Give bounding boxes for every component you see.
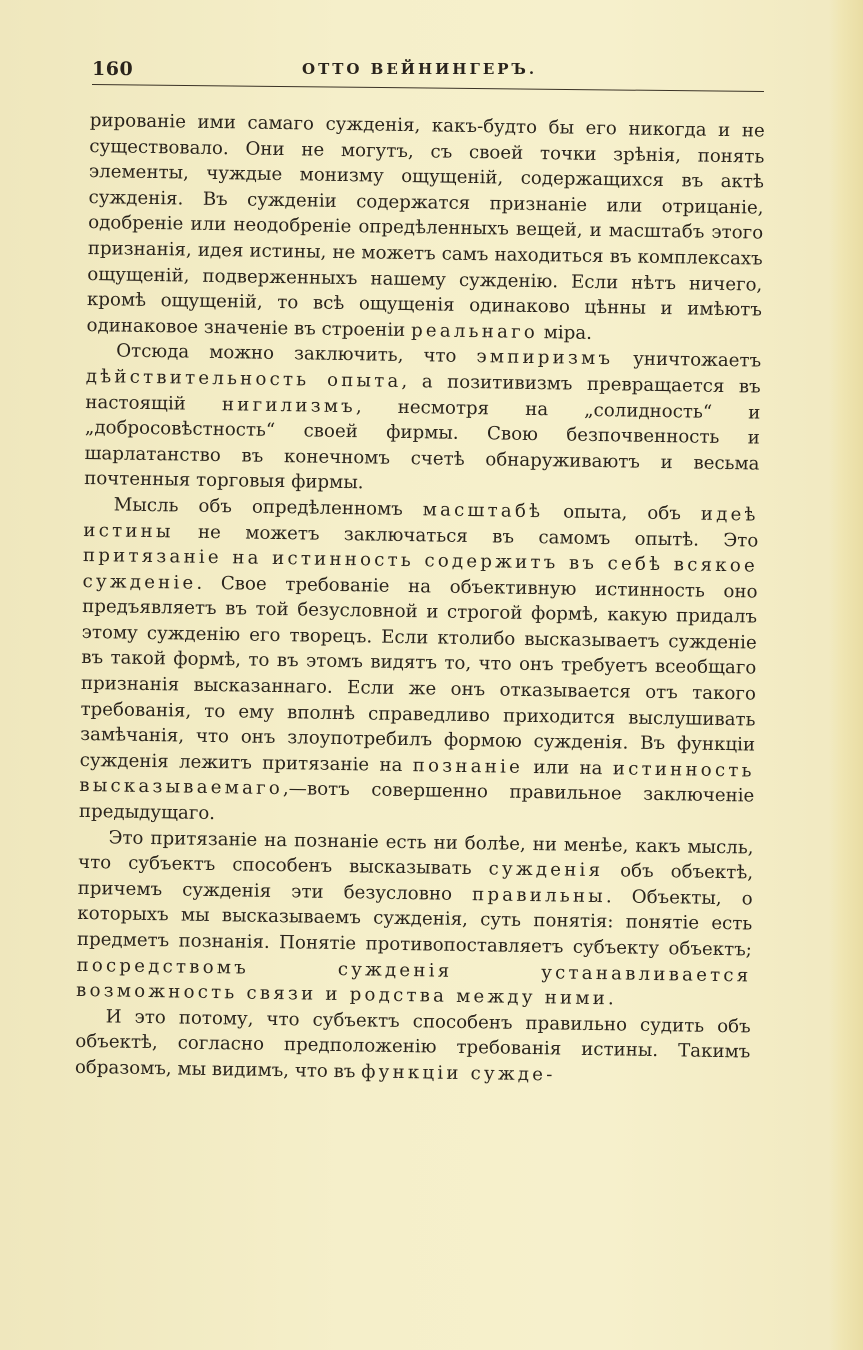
- running-title: ОТТО ВЕЙНИНГЕРЪ.: [302, 60, 538, 78]
- spaced-emphasis-text: посредствомъ сужденія устанавливается возможность связи и родства между ними: [75, 954, 752, 1010]
- paragraph-text: . Объекты, о которыхъ мы высказываемъ сужденія, суть понятія: понятіе есть предметъ познанія. Понятіе противопоставляетъ субъекту объектъ;: [76, 886, 753, 961]
- spaced-emphasis-text: притязаніе на истинность содержитъ въ себѣ всякое сужденіе: [82, 545, 759, 594]
- spaced-emphasis-text: идеѣ истины: [83, 503, 759, 542]
- paragraph-text: .: [607, 988, 614, 1010]
- spaced-emphasis-text: сужденія: [488, 858, 604, 882]
- paragraph-text: или на: [522, 756, 614, 780]
- paragraph-text: . Свое требованіе на объективную истинность оно предъявляетъ въ той безусловной и строгой формѣ, какую придалъ этому сужденію его творецъ. Если ктолибо высказываетъ сужденіе въ такой формѣ, то въ этомъ видятъ то, что онъ требуетъ всеобщаго признанія высказаннаго. Если же онъ отказывается отъ такого требованія, то ему вполнѣ справедливо приходится выслушивать замѣчанія, что онъ злоупотребилъ формою сужденія. Въ функціи сужденія лежитъ притязаніе на: [79, 572, 758, 776]
- spaced-emphasis-text: масштабѣ: [422, 499, 544, 523]
- paragraph-text: не можетъ заключаться въ самомъ опытѣ. Это: [173, 520, 759, 552]
- paragraph-text: И это потому, что субъектъ способенъ правильно судить объ объектѣ, согласно предположенію требованія истины. Такимъ образомъ, мы видимъ, что въ: [74, 1006, 751, 1083]
- paragraph-text: ,—вотъ совершенно правильное заключеніе предыдущаго.: [78, 778, 755, 825]
- paragraph-text: рированіе ими самаго сужденія, какъ-будто бы его никогда и не существовало. Они не могутъ, съ своей точки зрѣнія, понять элементы, чуждые монизму ощущеній, содержащихся въ актѣ сужденія. Въ сужденіи содержатся признаніе или отрицаніе, одобреніе или неодобреніе опредѣленныхъ вещей, и масштабъ этого признанія, идея истины, не можетъ самъ находиться въ комплексахъ ощущеній, подверженныхъ нашему сужденію. Если нѣтъ ничего, кромѣ ощущеній, то всѣ ощущенія одинаково цѣнны и имѣютъ одинаковое значеніе въ строеніи: [86, 109, 765, 341]
- spaced-emphasis-text: дѣйствительность опыта: [85, 365, 402, 392]
- spaced-emphasis-text: правильны: [471, 883, 607, 908]
- spaced-emphasis-text: эмпиризмъ: [476, 346, 614, 370]
- page-number: 160: [92, 58, 134, 80]
- page-edge-shadow: [829, 0, 863, 1350]
- spaced-emphasis-text: познаніе: [412, 754, 524, 778]
- spaced-emphasis-text: функціи сужде-: [361, 1061, 556, 1086]
- paragraph: [84, 338, 761, 502]
- paragraph-text: опыта, объ: [543, 501, 702, 525]
- body-text: [75, 108, 765, 1091]
- paragraph-text: , несмотря на „солидность“ и „добросовѣстность“ своей фирмы. Свою безпочвенность и шарлатанство въ конечномъ счетѣ обнаруживаютъ и весьма почтенныя торговыя фирмы.: [84, 395, 761, 494]
- paragraph-text: Мысль объ опредѣленномъ: [113, 494, 423, 521]
- spaced-emphasis-text: истинность высказываемаго: [79, 758, 755, 800]
- paragraph: [76, 825, 754, 1015]
- paragraph: [79, 492, 759, 835]
- paragraph-text: міра.: [537, 321, 593, 344]
- paragraph-text: Отсюда можно заключить, что: [116, 340, 477, 368]
- paragraph-text: уничтожаетъ: [613, 348, 762, 372]
- paragraph-text: объ объектѣ, причемъ сужденія эти безусловно: [77, 860, 754, 905]
- paragraph-text: , а позитивизмъ превращается въ настоящій: [85, 370, 761, 415]
- paragraph: [86, 108, 765, 349]
- spaced-emphasis-text: нигилизмъ: [221, 393, 357, 417]
- paragraph: [75, 1004, 751, 1091]
- spaced-emphasis-text: реальнаго: [410, 319, 539, 343]
- paragraph-text: Это притязаніе на познаніе есть ни болѣе, ни менѣе, какъ мысль, что субъектъ способенъ высказывать: [77, 827, 754, 880]
